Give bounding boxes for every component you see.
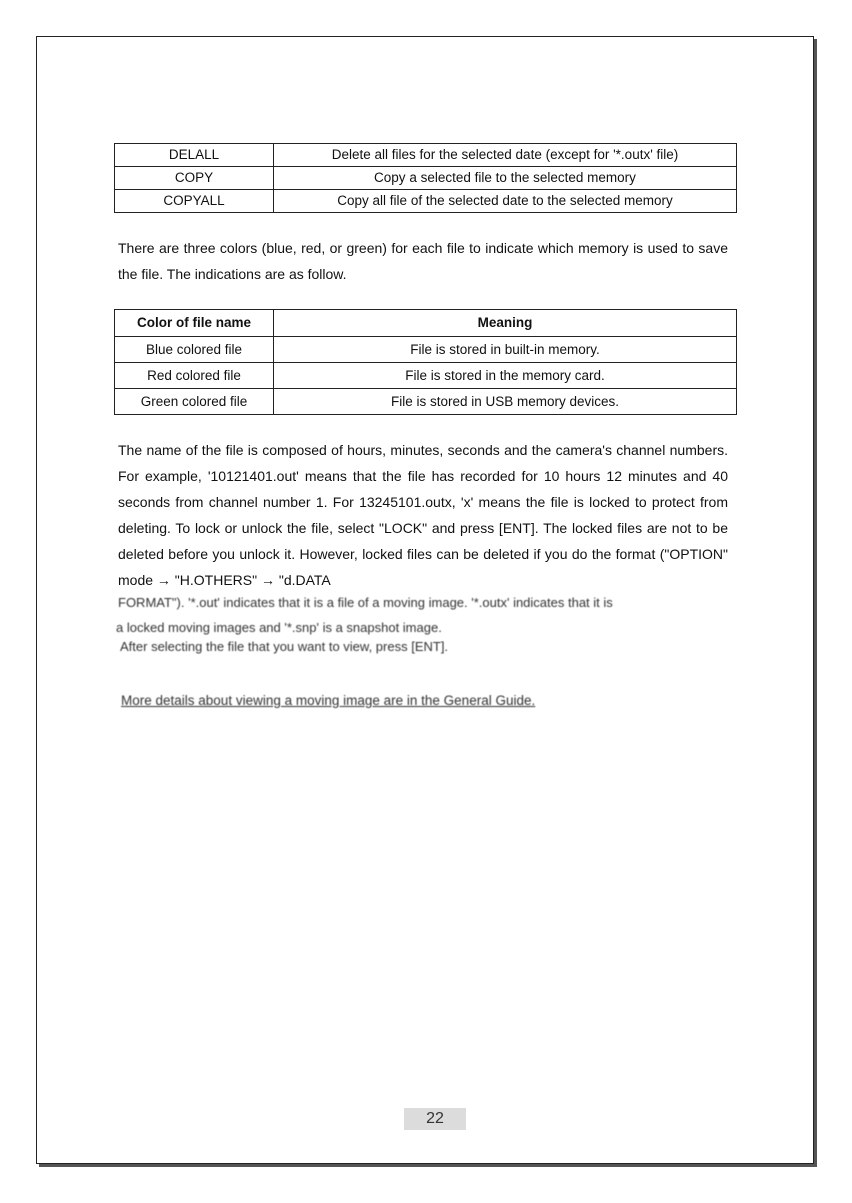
table-row [115, 363, 737, 389]
format-line: FORMAT"). '*.out' indicates that it is a file of a moving image. '*.outx' indicates that it is [118, 595, 613, 610]
color-name: Green colored file [115, 389, 274, 415]
column-header: Color of file name [115, 310, 274, 337]
general-guide-link[interactable]: More details about viewing a moving image are in the General Guide. [121, 693, 536, 708]
command-name: DELALL [115, 144, 274, 167]
command-name: COPYALL [115, 190, 274, 213]
color-meaning: File is stored in built-in memory. [274, 337, 737, 363]
color-meaning: File is stored in the memory card. [274, 363, 737, 389]
command-table [114, 143, 737, 213]
page-number: 22 [404, 1108, 466, 1130]
color-name: Red colored file [115, 363, 274, 389]
column-header: Meaning [274, 310, 737, 337]
color-name: Blue colored file [115, 337, 274, 363]
command-description: Copy a selected file to the selected memory [274, 167, 737, 190]
color-table [114, 309, 737, 415]
table-row [115, 144, 737, 167]
command-name: COPY [115, 167, 274, 190]
command-description: Copy all file of the selected date to the selected memory [274, 190, 737, 213]
table-header-row [115, 310, 737, 337]
snapshot-line: a locked moving images and '*.snp' is a snapshot image. [116, 620, 442, 635]
view-instruction-line: After selecting the file that you want to view, press [ENT]. [120, 639, 449, 654]
intro-paragraph: There are three colors (blue, red, or green) for each file to indicate which memory is used to save the file. The indications are as follow. [118, 240, 728, 282]
table-row [115, 337, 737, 363]
table-row [115, 389, 737, 415]
command-description: Delete all files for the selected date (except for '*.outx' file) [274, 144, 737, 167]
color-meaning: File is stored in USB memory devices. [274, 389, 737, 415]
table-row [115, 167, 737, 190]
filename-paragraph: The name of the file is composed of hours, minutes, seconds and the camera's channel numbers. For example, '10121401.out' means that the file has recorded for 10 hours 12 minutes and 40 seconds from channel number 1. For 13245101.outx, 'x' means the file is locked to protect from deleting. To lock or unlock the file, select "LOCK" and press [ENT]. The locked files are not to be deleted before you unlock it. However, locked files can be deleted if you do the format ("OPTION" mode → "H.OTHERS" → "d.DATA [118, 442, 728, 588]
table-row [115, 190, 737, 213]
